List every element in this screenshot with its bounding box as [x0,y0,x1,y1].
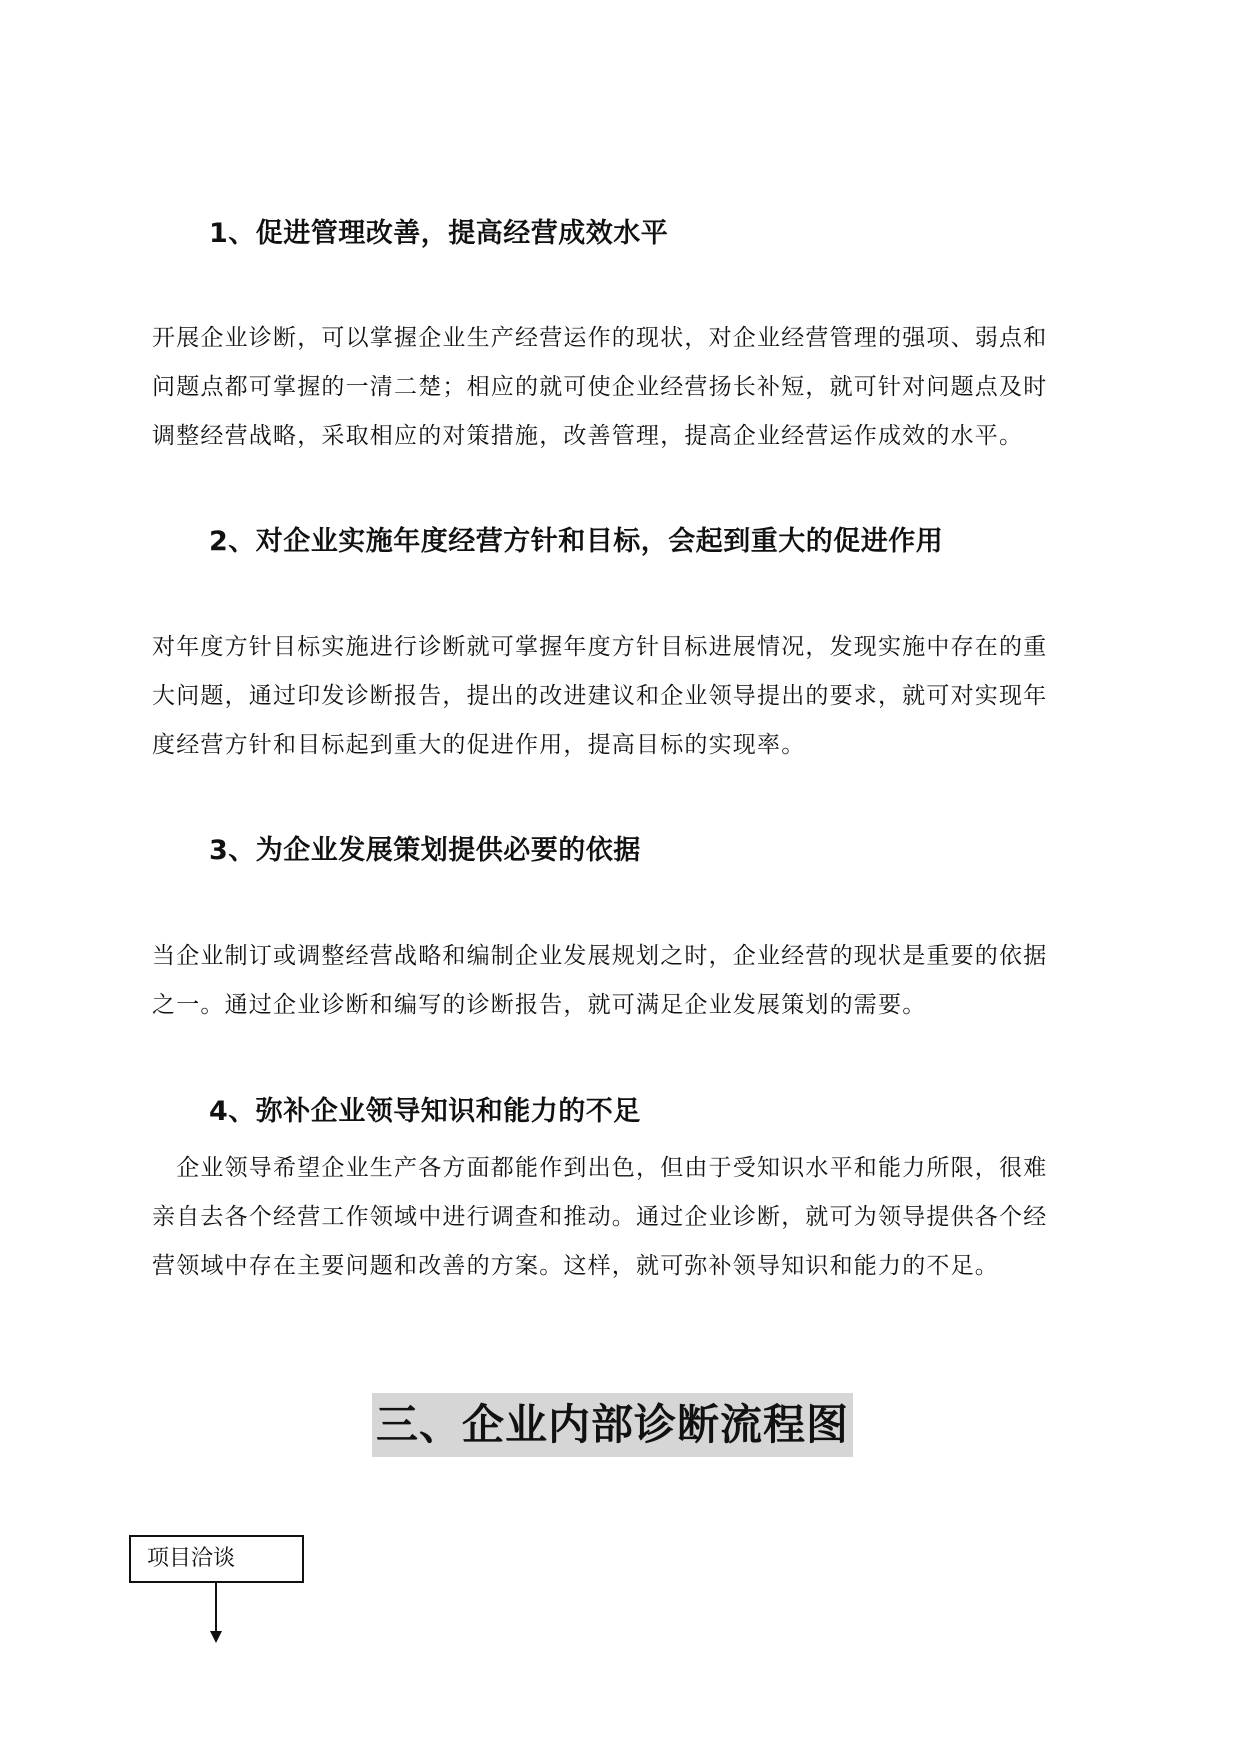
section-2-paragraph [152,623,1102,770]
paragraph-line: 度经营方针和目标起到重大的促进作用，提高目标的实现率。 [152,732,806,758]
paragraph-line: 之一。通过企业诊断和编写的诊断报告，就可满足企业发展策划的需要。 [152,992,927,1018]
flowchart-step-label: 项目洽谈 [147,1546,236,1571]
paragraph-line: 大问题，通过印发诊断报告，提出的改进建议和企业领导提出的要求，就可对实现年 [152,683,1048,709]
paragraph-line: 对年度方针目标实施进行诊断就可掌握年度方针目标进展情况，发现实施中存在的重 [152,634,1048,660]
paragraph-line: 亲自去各个经营工作领域中进行调查和推动。通过企业诊断，就可为领导提供各个经 [152,1204,1048,1230]
paragraph-line: 开展企业诊断，可以掌握企业生产经营运作的现状，对企业经营管理的强项、弱点和 [152,325,1048,351]
paragraph-line: 问题点都可掌握的一清二楚；相应的就可使企业经营扬长补短，就可针对问题点及时 [152,374,1048,400]
section-1-paragraph [152,314,1102,461]
flowchart-down-arrow-icon [206,1583,226,1643]
section-3-heading: 3、为企业发展策划提供必要的依据 [209,835,641,866]
flowchart-step-box [129,1535,304,1583]
flowchart-section-title: 三、企业内部诊断流程图 [372,1393,853,1457]
paragraph-line: 营领域中存在主要问题和改善的方案。这样，就可弥补领导知识和能力的不足。 [152,1253,999,1279]
section-4-heading: 4、弥补企业领导知识和能力的不足 [209,1096,641,1127]
section-3-paragraph [152,932,1102,1030]
paragraph-line: 调整经营战略，采取相应的对策措施，改善管理，提高企业经营运作成效的水平。 [152,423,1024,449]
section-4-paragraph [152,1144,1102,1291]
section-2-heading: 2、对企业实施年度经营方针和目标，会起到重大的促进作用 [209,526,944,557]
paragraph-line: 企业领导希望企业生产各方面都能作到出色，但由于受知识水平和能力所限，很难 [152,1155,1048,1181]
section-1-heading: 1、促进管理改善，提高经营成效水平 [209,218,669,249]
paragraph-line: 当企业制订或调整经营战略和编制企业发展规划之时，企业经营的现状是重要的依据 [152,943,1048,969]
